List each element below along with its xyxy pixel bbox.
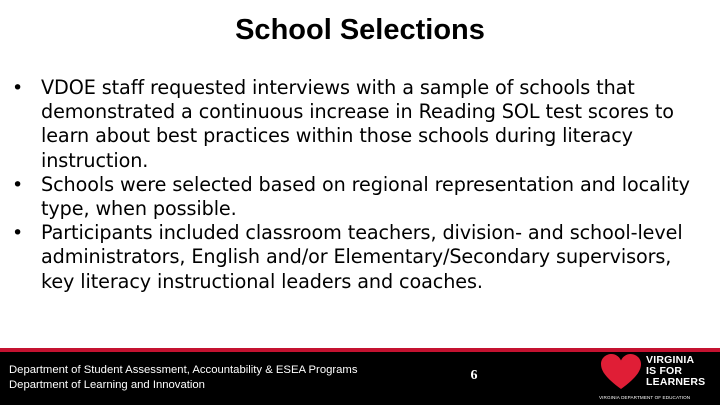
bullet-item	[10, 173, 710, 221]
virginia-is-for-learners-logo	[596, 352, 720, 405]
bullet-item	[10, 76, 710, 173]
bullet-dot: •	[12, 77, 24, 99]
logo-wordmark	[646, 355, 705, 388]
footer-line-1: Department of Student Assessment, Accountability & ESEA Programs	[9, 364, 358, 376]
page-number: 6	[470, 368, 478, 383]
heart-icon	[600, 353, 642, 391]
bullet-list	[10, 76, 710, 294]
footer-department-text	[9, 363, 358, 393]
bullet-item	[10, 221, 710, 294]
logo-line-2: IS FOR	[646, 365, 683, 377]
logo-line-3: LEARNERS	[646, 376, 706, 388]
footer-bar	[0, 352, 720, 405]
bullet-text: Schools were selected based on regional representation and locality type, when possible.	[41, 172, 690, 221]
logo-department-line: VIRGINIA DEPARTMENT OF EDUCATION	[599, 395, 691, 400]
bullet-dot: •	[12, 222, 24, 245]
bullet-dot: •	[12, 173, 24, 196]
footer-line-2: Department of Learning and Innovation	[9, 379, 205, 391]
bullet-text: Participants included classroom teachers, division- and school-level administrators, English and/or Elementary/Secondary supervisors, key literacy instructional leaders and coaches.	[41, 221, 683, 293]
slide-title: School Selections	[235, 14, 485, 46]
bullet-text: VDOE staff requested interviews with a sample of schools that demonstrated a continuous increase in Reading SOL test scores to learn about best practices within those schools during literacy instruction.	[41, 76, 674, 172]
logo-line-1: VIRGINIA	[646, 354, 695, 366]
